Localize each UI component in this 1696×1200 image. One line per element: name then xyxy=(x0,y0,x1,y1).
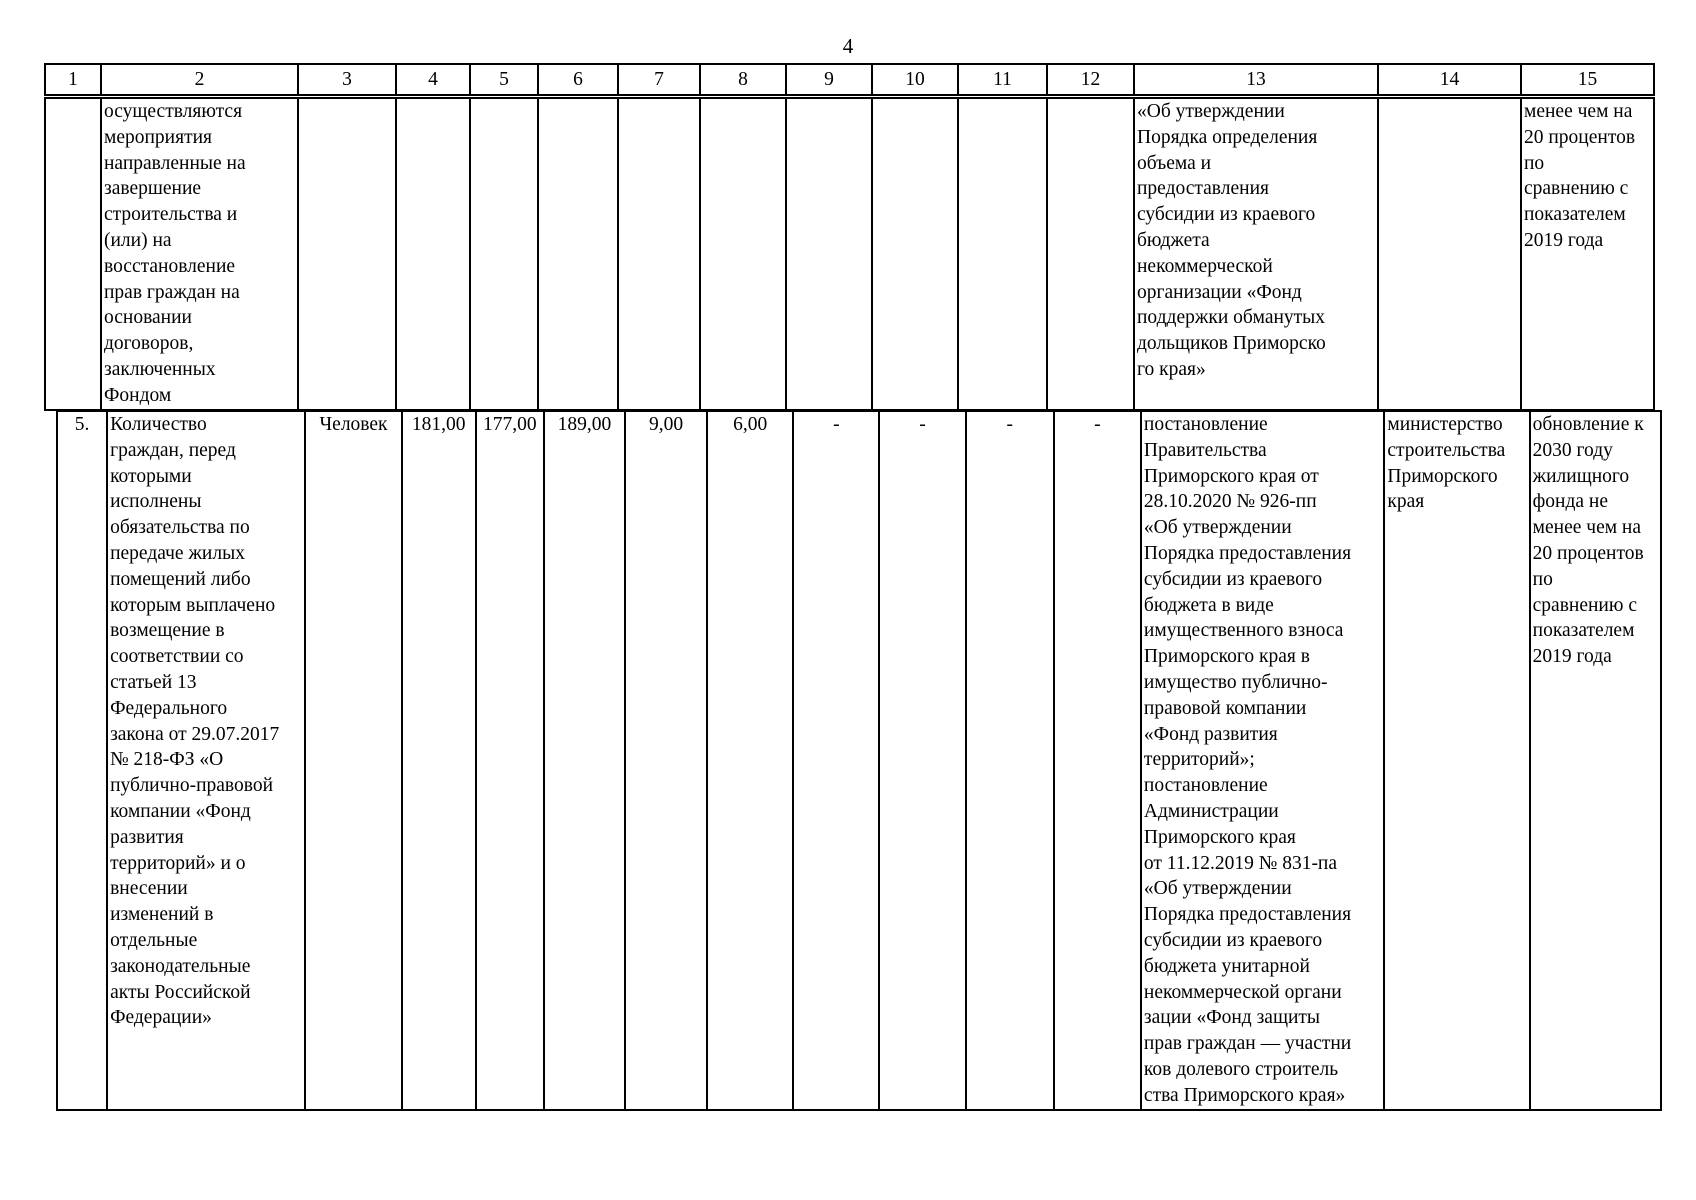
header-cell: 12 xyxy=(1047,64,1134,95)
column-number-header xyxy=(44,63,1655,96)
cell-value xyxy=(470,98,538,410)
header-row xyxy=(45,64,1654,95)
header-cell: 1 xyxy=(45,64,101,95)
cell-value xyxy=(396,98,470,410)
table-row xyxy=(45,98,1654,410)
header-cell: 10 xyxy=(872,64,958,95)
cell-value: - xyxy=(1054,411,1141,1110)
cell-value xyxy=(700,98,786,410)
cell-number: 5. xyxy=(57,411,107,1110)
header-cell: 6 xyxy=(538,64,618,95)
cell-value xyxy=(786,98,872,410)
header-cell: 5 xyxy=(470,64,538,95)
cell-value xyxy=(872,98,958,410)
cell-goal-link: обновление к 2030 году жилищного фонда не менее чем на 20 процентов по сравнению с показателем 2019 года xyxy=(1530,411,1661,1110)
cell-value xyxy=(958,98,1047,410)
cell-value: 189,00 xyxy=(544,411,625,1110)
cell-value: 6,00 xyxy=(707,411,793,1110)
data-table-part-2 xyxy=(56,410,1662,1111)
cell-responsible: министерство строительства Приморского края xyxy=(1384,411,1529,1110)
cell-value: 177,00 xyxy=(476,411,544,1110)
header-cell: 9 xyxy=(786,64,872,95)
header-cell: 13 xyxy=(1134,64,1378,95)
cell-value: - xyxy=(793,411,879,1110)
header-cell: 7 xyxy=(618,64,700,95)
cell-value: - xyxy=(966,411,1054,1110)
cell-value: 9,00 xyxy=(625,411,707,1110)
cell-goal-link: менее чем на 20 процентов по сравнению с показателем 2019 года xyxy=(1521,98,1654,410)
cell-indicator-name: Количество граждан, перед которыми исполнены обязательства по передаче жилых помещений либо которым выплачено возмещение в соответствии со статьей 13 Федерального закона от 29.07.2017 № 218-ФЗ «О публично-правовой компании «Фонд развития территорий» и о внесении изменений в отдельные законодательные акты Российской Федерации» xyxy=(107,411,305,1110)
data-table-part-1 xyxy=(44,97,1655,411)
cell-value: - xyxy=(879,411,965,1110)
header-cell: 4 xyxy=(396,64,470,95)
cell-legal-basis: постановление Правительства Приморского края от 28.10.2020 № 926-пп «Об утверждении Порядка предоставления субсидии из краевого бюджета в виде имущественного взноса Приморского края в имущество публично- правовой компании «Фонд развития территорий»; постановление Администрации Приморского края от 11.12.2019 № 831-па «Об утверждении Порядка предоставления субсидии из краевого бюджета унитарной некоммерческой органи зации «Фонд защиты прав граждан — участни ков долевого строитель ства Приморского края» xyxy=(1141,411,1384,1110)
header-cell: 3 xyxy=(298,64,396,95)
cell-value: 181,00 xyxy=(402,411,476,1110)
cell-responsible xyxy=(1378,98,1521,410)
header-cell: 8 xyxy=(700,64,786,95)
cell-value xyxy=(618,98,700,410)
header-cell: 11 xyxy=(958,64,1047,95)
cell-unit xyxy=(298,98,396,410)
page-number: 4 xyxy=(842,34,854,58)
cell-value xyxy=(538,98,618,410)
cell-legal-basis: «Об утверждении Порядка определения объема и предоставления субсидии из краевого бюджета некоммерческой организации «Фонд поддержки обманутых дольщиков Приморско го края» xyxy=(1134,98,1378,410)
table-row xyxy=(57,411,1661,1110)
header-cell: 15 xyxy=(1521,64,1654,95)
cell-unit: Человек xyxy=(305,411,401,1110)
header-cell: 14 xyxy=(1378,64,1521,95)
header-cell: 2 xyxy=(101,64,298,95)
cell-number xyxy=(45,98,101,410)
cell-value xyxy=(1047,98,1134,410)
cell-indicator-name: осуществляются мероприятия направленные на завершение строительства и (или) на восстановление прав граждан на основании договоров, заключенных Фондом xyxy=(101,98,298,410)
